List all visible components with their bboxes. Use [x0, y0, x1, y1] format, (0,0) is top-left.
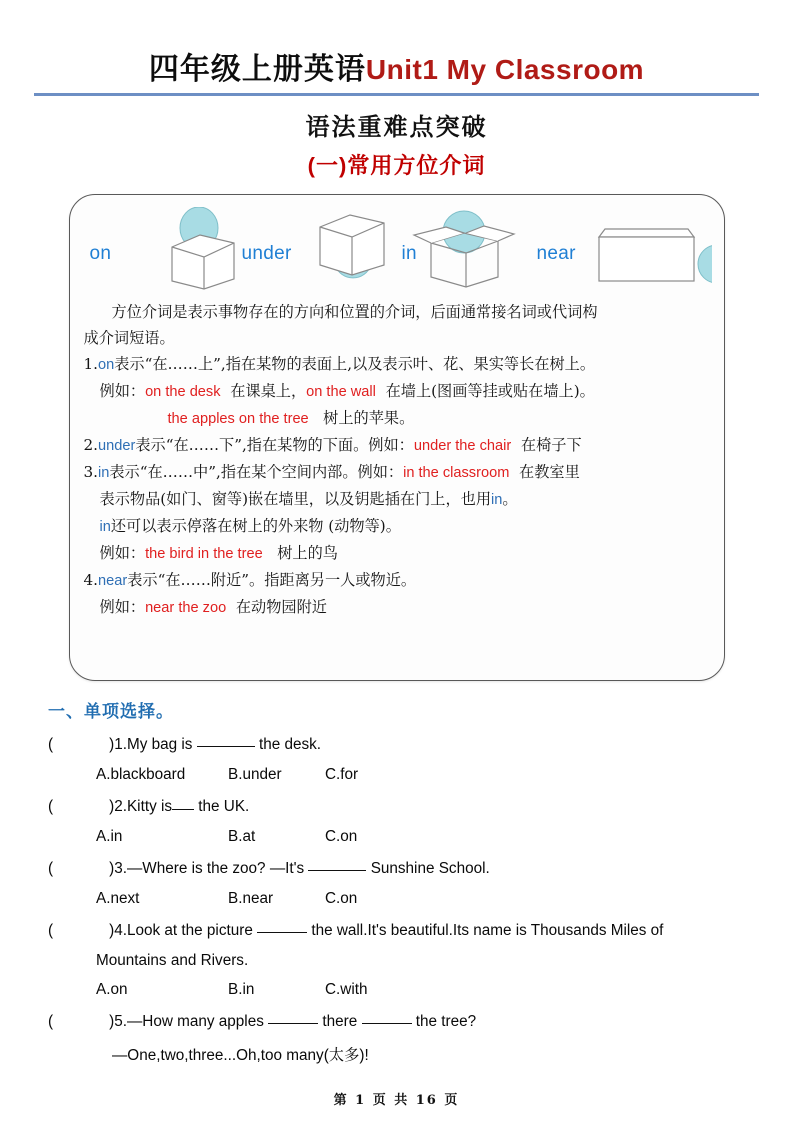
question-2 [34, 797, 759, 817]
rule-3-line-3 [84, 513, 710, 540]
question-3-options [34, 890, 759, 908]
question-1-options [34, 766, 759, 784]
rule-1-number: 1. [83, 355, 98, 373]
q2-number: 2. [114, 798, 127, 815]
q1-option-b[interactable]: B.under [228, 766, 282, 783]
q2-paren-close: ) [109, 798, 115, 815]
intro-line-2: 成介词短语。 [83, 329, 175, 347]
question-2-options [34, 828, 759, 846]
subtitle-chinese: 语法重难点突破 [305, 112, 488, 141]
question-5 [34, 1012, 759, 1032]
q1-option-a[interactable]: A.blackboard [96, 766, 186, 783]
rule-1-example-line-2 [84, 405, 710, 432]
rule-3-eg-2-en: the bird in the tree [145, 546, 263, 562]
q3-stem-post: Sunshine School. [370, 860, 490, 877]
rule-3-line [84, 459, 710, 486]
question-4 [34, 921, 759, 941]
question-3 [34, 859, 759, 879]
rule-3-text: 表示“在……中”,指在某个空间内部。例如： [109, 463, 404, 481]
q3-paren-close: ) [109, 860, 115, 877]
q3-option-b[interactable]: B.near [228, 890, 274, 907]
rule-4-line [84, 567, 710, 594]
rule-1-keyword: on [98, 357, 115, 373]
q3-option-c[interactable]: C.on [325, 890, 358, 907]
rule-1-text: 表示“在……上”,指在某物的表面上,以及表示叶、花、果实等长在树上。 [114, 355, 596, 373]
section-subtitle: (一)常用方位介词 [307, 153, 486, 178]
label-in: in [401, 243, 417, 264]
q1-paren-open: ( [48, 736, 54, 753]
exercise-heading: 一、单项选择。 [48, 702, 174, 722]
rule-1-eg-1-cn: 在课桌上 [230, 382, 291, 400]
rule-2-eg-cn: 在椅子下 [520, 436, 582, 454]
q5-blank-1 [268, 1023, 318, 1024]
page-title-chinese: 四年级上册英语 [148, 52, 366, 87]
rule-3-line3-keyword: in [99, 519, 111, 535]
q1-option-c[interactable]: C.for [325, 766, 359, 783]
q2-blank [172, 809, 194, 810]
q3-blank [308, 870, 366, 871]
q1-stem-post: the desk. [258, 736, 322, 753]
rule-4-number: 4. [83, 571, 98, 589]
label-near: near [536, 243, 576, 264]
label-under: under [241, 243, 292, 264]
rule-2-text: 表示“在……下”,指在某物的下面。例如： [135, 436, 414, 454]
page-footer: 第 1 页 共 16 页 [333, 1093, 460, 1108]
q5-number: 5. [114, 1013, 127, 1030]
q1-stem-pre: My bag is [126, 736, 193, 753]
q2-paren-open: ( [48, 798, 54, 815]
page-title [34, 0, 759, 88]
q4-stem-pre: Look at the picture [126, 922, 253, 939]
question-5-continuation: —One,two,three...Oh,too many(太多)! [112, 1047, 369, 1064]
rule-2-number: 2. [83, 436, 98, 454]
q4-number: 4. [114, 922, 127, 939]
rule-2-eg-en: under the chair [413, 438, 512, 454]
rule-4-text: 表示“在……附近”。指距离另一人或物近。 [127, 571, 417, 589]
question-4-options [34, 981, 759, 999]
rule-4-keyword: near [98, 573, 128, 589]
rule-3-line2-keyword: in [491, 492, 503, 508]
rule-3-eg-en: in the classroom [403, 465, 510, 481]
rule-4-eg-en: near the zoo [145, 600, 227, 616]
q5-stem-mid: there [322, 1013, 358, 1030]
rule-3-line-2 [84, 486, 710, 513]
rule-2-line [84, 432, 710, 459]
question-1 [34, 735, 759, 755]
label-on: on [89, 243, 112, 264]
q4-option-c[interactable]: C.with [325, 981, 368, 998]
q3-stem-pre: —Where is the zoo? —It's [126, 860, 305, 877]
title-divider [34, 93, 759, 96]
rule-3-eg-2-cn: 树上的鸟 [277, 544, 338, 562]
q2-option-c[interactable]: C.on [325, 828, 358, 845]
q1-paren-close: ) [109, 736, 115, 753]
q1-blank [197, 746, 255, 747]
question-4-continuation: Mountains and Rivers. [96, 952, 249, 969]
q5-stem-pre: —How many apples [126, 1013, 264, 1030]
intro-line-1: 方位介词是表示事物存在的方向和位置的介词，后面通常接名词或代词构 [111, 303, 598, 321]
rule-1-eg-1-en: on the desk [145, 384, 221, 400]
preposition-diagram-svg [84, 207, 712, 295]
grammar-card [69, 194, 725, 681]
rule-1-eg-2-cn: 在墙上(图画等挂或贴在墙上)。 [385, 382, 595, 400]
rule-3-number: 3. [83, 463, 98, 481]
q5-paren-open: ( [48, 1013, 54, 1030]
q4-option-b[interactable]: B.in [228, 981, 255, 998]
rule-3-eg-label: 例如： [99, 544, 146, 562]
rule-3-line2-pre: 表示物品(如门、窗等)嵌在墙里，以及钥匙插在门上，也用 [99, 490, 492, 508]
rule-3-keyword: in [98, 465, 110, 481]
rule-1-eg-label: 例如： [99, 382, 146, 400]
page-title-english: Unit1 My Classroom [365, 54, 645, 85]
q3-paren-open: ( [48, 860, 54, 877]
q4-stem-post: the wall.It's beautiful.Its name is Thousands Miles of [311, 922, 664, 939]
rule-2-keyword: under [98, 438, 136, 454]
preposition-illustration [84, 207, 710, 295]
q4-option-a[interactable]: A.on [96, 981, 128, 998]
q1-number: 1. [114, 736, 127, 753]
rule-4-example-line [84, 594, 710, 621]
q4-paren-open: ( [48, 922, 54, 939]
rule-1-eg-3-cn: 树上的苹果。 [323, 409, 415, 427]
q5-blank-2 [362, 1023, 412, 1024]
q5-stem-post: the tree? [415, 1013, 477, 1030]
rule-4-eg-label: 例如： [99, 598, 146, 616]
rule-1-example-line-1 [84, 378, 710, 405]
rule-3-example-line [84, 540, 710, 567]
rule-4-eg-cn: 在动物园附近 [235, 598, 327, 616]
q4-paren-close: ) [109, 922, 115, 939]
rule-1-eg-sep: ， [290, 382, 307, 400]
rule-3-eg-cn: 在教室里 [519, 463, 580, 481]
q5-paren-close: ) [109, 1013, 115, 1030]
q4-blank [257, 932, 307, 933]
q2-stem-post: the UK. [198, 798, 250, 815]
rule-1-eg-2-en: on the wall [306, 384, 376, 400]
q3-option-a[interactable]: A.next [96, 890, 140, 907]
rule-1-line [84, 351, 710, 378]
q3-number: 3. [114, 860, 127, 877]
rule-3-line3-text: 还可以表示停落在树上的外来物 (动物等)。 [110, 517, 401, 535]
rule-1-eg-3-en: the apples on the tree [167, 411, 309, 427]
q2-stem-pre: Kitty is [126, 798, 173, 815]
rule-3-line2-post: 。 [502, 490, 518, 508]
q2-option-a[interactable]: A.in [96, 828, 123, 845]
q2-option-b[interactable]: B.at [228, 828, 256, 845]
